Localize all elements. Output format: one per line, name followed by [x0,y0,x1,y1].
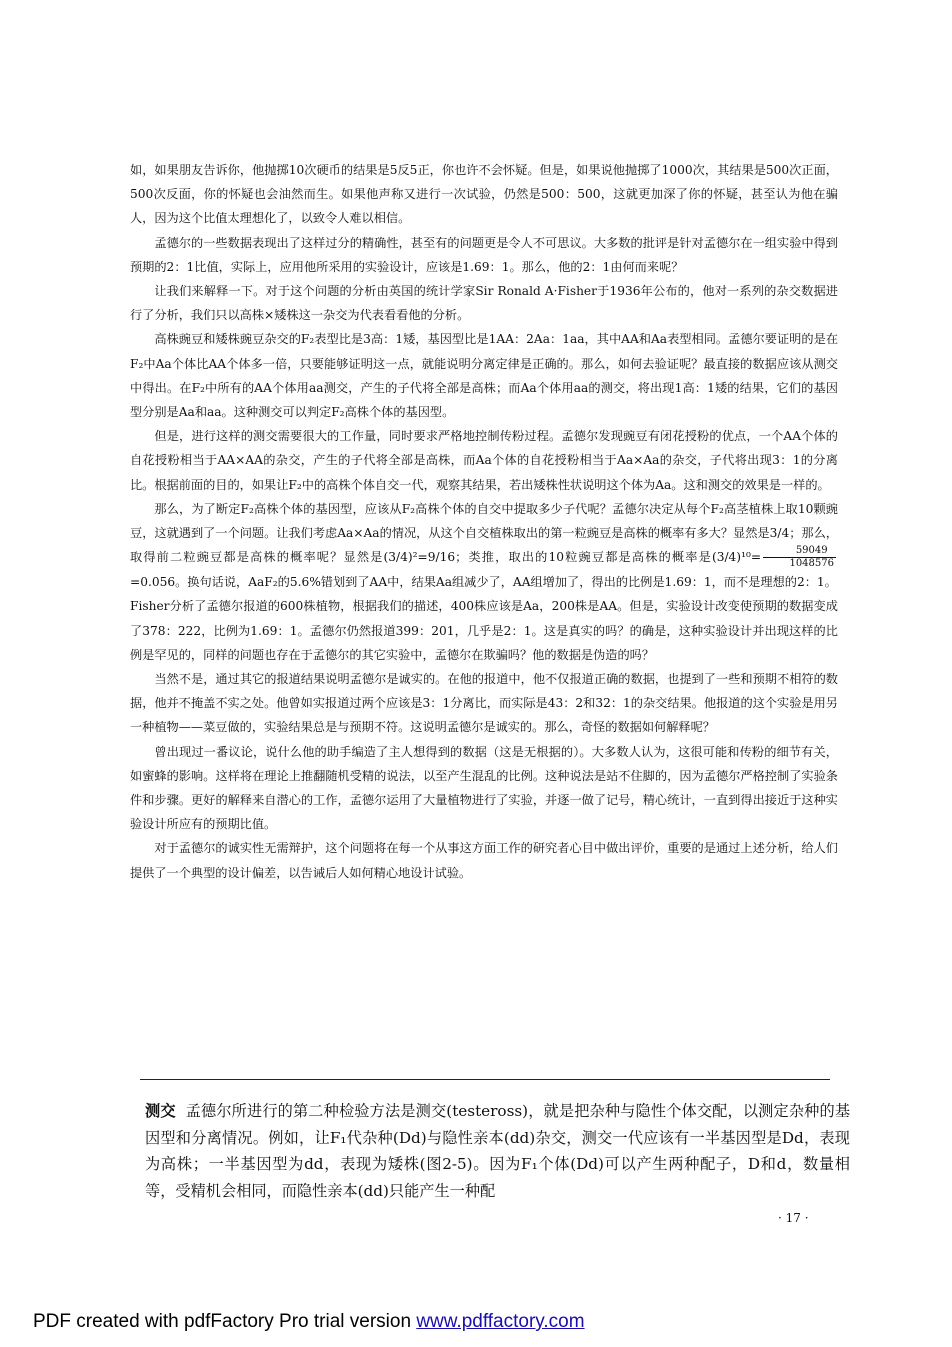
paragraph-4: 高株豌豆和矮株豌豆杂交的F₂表型比是3高：1矮，基因型比是1AA：2Aa：1aa，其中AA和Aa表型相同。孟德尔要证明的是在F₂中Aa个体比AA个体多一倍，只要能够证明这一点，就能说明分离定律是正确的。那么，如何去验证呢？最直接的数据应该从测交中得出。在F₂中所有的AA个体用aa测交，产生的子代将全部是高株；而Aa个体用aa的测交，将出现1高：1矮的结果，它们的基因型分别是Aa和aa。这种测交可以判定F₂高株个体的基因型。 [130,332,838,420]
section-divider [140,1079,830,1080]
paragraph-2: 孟德尔的一些数据表现出了这样过分的精确性，甚至有的问题更是令人不可思议。大多数的批评是针对孟德尔在一组实验中得到预期的2：1比值，实际上，应用他所采用的实验设计，应该是1.69：1。那么，他的2：1由何而来呢？ [130,235,838,274]
paragraph-9: 曾出现过一番议论，说什么他的助手编造了主人想得到的数据（这是无根据的）。大多数人认为，这很可能和传粉的细节有关，如蜜蜂的影响。这样将在理论上推翻随机受精的说法，以至产生混乱的比例。这种说法是站不住脚的，因为孟德尔严格控制了实验条件和步骤。更好的解释来自潜心的工作，孟德尔运用了大量植物进行了实验，并逐一做了记号，精心统计，一直到得出接近于这种实验设计所应有的预期比值。 [130,744,838,832]
footer-link[interactable]: www.pdffactory.com [416,1311,585,1332]
footer-text: PDF created with pdfFactory Pro trial version [33,1311,417,1332]
page-number: · 17 · [778,1211,809,1225]
formula-lead-text: 那么，为了断定F₂高株个体的基因型，应该从F₂高株个体的自交中提取多少子代呢？孟德尔决定从每个F₂高茎植株上取10颗豌豆，这就遇到了一个问题。让我们考虑Aa×Aa的情况，从这个自交植株取出的第一粒豌豆是高株的概率有多大？显然是3/4；那么，取得前二粒豌豆都是高株的概率呢？显然是(3/4)²=9/16；类推，取出的10粒豌豆都是高株的概率是(3/4)¹⁰= [130,501,838,565]
body-text [130,158,838,885]
paragraph-3: 让我们来解释一下。对于这个问题的分析由英国的统计学家Sir Ronald A·Fisher于1936年公布的，他对一系列的杂交数据进行了分析，我们只以高株×矮株这一杂交为代表看看他的分析。 [130,284,838,323]
testcross-section [145,1098,850,1204]
paragraph-7: Fisher分析了孟德尔报道的600株植物，根据我们的描述，400株应该是Aa，200株是AA。但是，实验设计改变使预期的数据变成了378：222，比例为1.69：1。孟德尔仍然报道399：201，几乎是2：1。这是真实的吗？的确是，这种实验设计并出现这样的比例是罕见的，同样的问题也存在于孟德尔的其它实验中，孟德尔在欺骗吗？他的数据是伪造的吗？ [130,599,838,662]
formula-tail-text: =0.056。换句话说，AaF₂的5.6%错划到了AA中，结果Aa组减少了，AA组增加了，得出的比例是1.69：1，而不是理想的2：1。 [130,575,837,590]
paragraph-8: 当然不是，通过其它的报道结果说明孟德尔是诚实的。在他的报道中，他不仅报道正确的数据，也提到了一些和预期不相符的数据，他并不掩盖不实之处。他曾如实报道过两个应该是3：1分离比，而实际是43：2和32：1的杂交结果。他报道的这个实验是用另一种植物——菜豆做的，实验结果总是与预期不符。这说明孟德尔是诚实的。那么，奇怪的数据如何解释呢？ [130,672,838,735]
pdf-footer [33,1311,585,1333]
testcross-paragraph [145,1098,850,1204]
section-text: 孟德尔所进行的第二种检验方法是测交(testeross)，就是把杂种与隐性个体交配，以测定杂种的基因型和分离情况。例如，让F₁代杂种(Dd)与隐性亲本(dd)杂交，测交一代应该有一半基因型是Dd，表现为高株；一半基因型为dd，表现为矮株(图2-5)。因为F₁个体(Dd)可以产生两种配子，D和d，数量相等，受精机会相同，而隐性亲本(dd)只能产生一种配 [145,1102,851,1200]
paragraph-1: 如，如果朋友告诉你，他抛掷10次硬币的结果是5反5正，你也许不会怀疑。但是，如果说他抛掷了1000次，其结果是500次正面，500次反面，你的怀疑也会油然而生。如果他声称又进行一次试验，仍然是500：500，这就更加深了你的怀疑，甚至认为他在骗人，因为这个比值太理想化了，以致令人难以相信。 [130,163,838,226]
probability-fraction [763,545,836,570]
fraction-denominator: 1048576 [789,558,834,570]
fraction-numerator: 59049 [763,545,836,558]
paragraph-10: 对于孟德尔的诚实性无需辩护，这个问题将在每一个从事这方面工作的研究者心目中做出评价，重要的是通过上述分析，给人们提供了一个典型的设计偏差，以告诫后人如何精心地设计试验。 [130,841,838,880]
paragraph-5: 但是，进行这样的测交需要很大的工作量，同时要求严格地控制传粉过程。孟德尔发现豌豆有闭花授粉的优点，一个AA个体的自花授粉相当于AA×AA的杂交，产生的子代将全部是高株，而Aa个体的自花授粉相当于Aa×Aa的杂交，子代将出现3：1的分离比。根据前面的目的，如果让F₂中的高株个体自交一代，观察其结果，若出矮株性状说明这个体为Aa。这和测交的效果是一样的。 [130,429,838,492]
section-keyword: 测交 [145,1102,176,1120]
paragraph-6-formula [130,497,838,595]
